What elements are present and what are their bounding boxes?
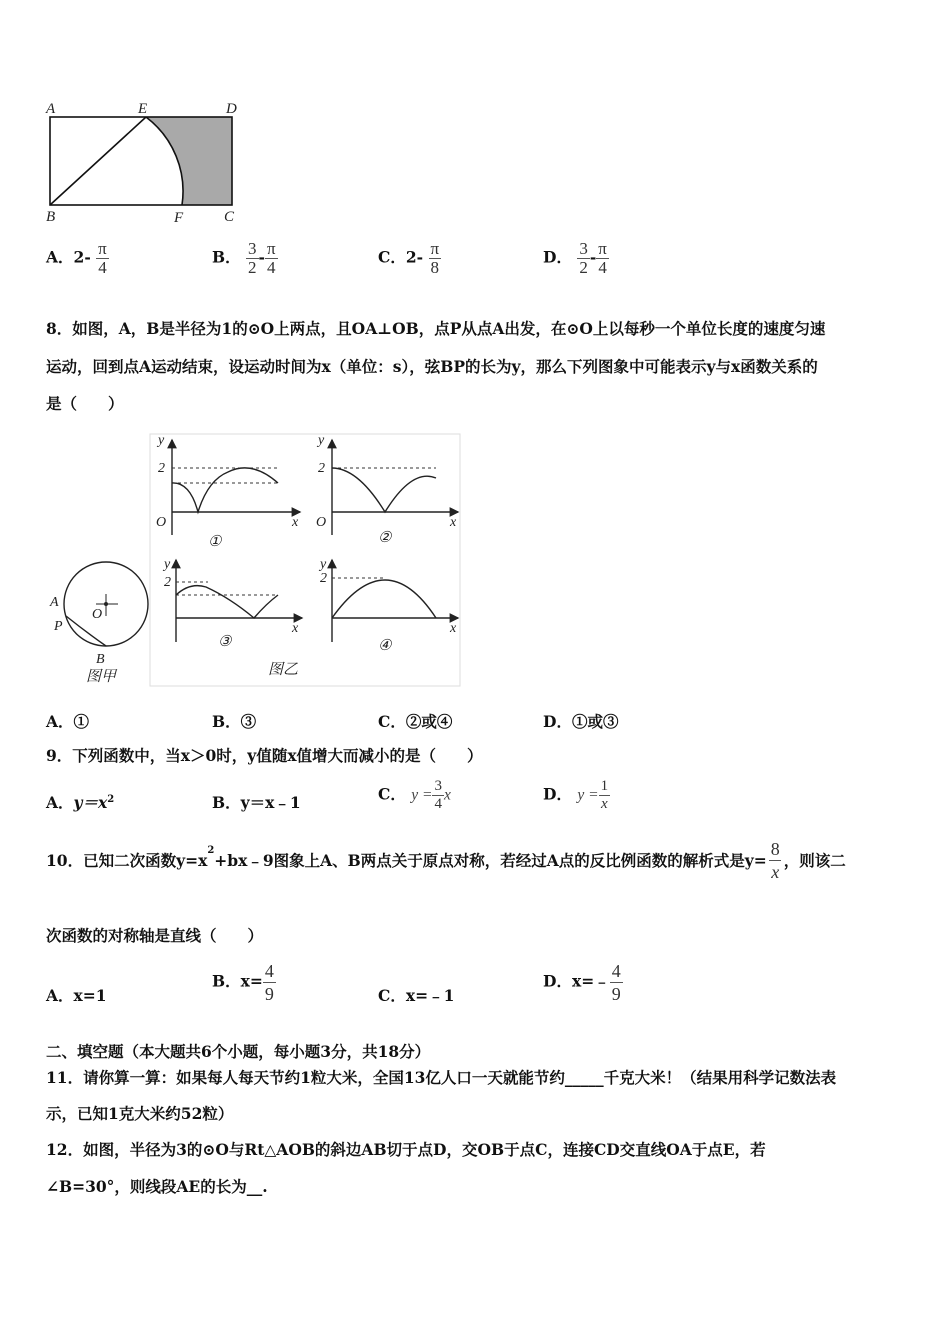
q8-option-a[interactable] [46, 710, 89, 732]
tick-2: 2 [318, 461, 325, 476]
superscript: 2 [207, 845, 215, 856]
origin-label: O [156, 515, 167, 530]
fraction [265, 240, 278, 277]
fraction-den: x [600, 796, 608, 812]
q8-option-d[interactable] [543, 710, 618, 732]
fraction-den: 9 [264, 984, 274, 1004]
fraction-den: 2 [579, 258, 588, 277]
option-letter: B． [212, 247, 241, 267]
axis-label-x: x [292, 621, 299, 636]
graph-number-2: ② [378, 530, 392, 546]
q10-stem [46, 838, 846, 883]
axis-label-y: y [158, 433, 165, 448]
axis-label-y: y [164, 557, 171, 572]
option-letter: B． [212, 793, 241, 812]
label-o: O [92, 607, 103, 622]
rectangle-arc-figure [40, 95, 270, 230]
option-text: x= [240, 971, 263, 991]
q9-option-b[interactable] [212, 791, 301, 813]
label-p: P [54, 619, 63, 634]
option-letter: A． [46, 712, 74, 731]
fraction-den: 2 [248, 258, 257, 277]
q9-option-d[interactable] [543, 778, 610, 813]
tick-2: 2 [320, 571, 327, 586]
axis-label-y: y [318, 433, 325, 448]
section2-heading: 二、填空题（本大题共6个小题，每小题3分，共18分） [46, 1042, 431, 1061]
caption-jia: 图甲 [86, 669, 117, 685]
graph-4 [318, 557, 458, 654]
fraction-num: 4 [611, 961, 621, 981]
superscript: 2 [107, 793, 115, 805]
q10-stem-a: 10．已知二次函数y=x [46, 850, 208, 870]
option-letter: D． [543, 712, 572, 731]
option-text: x=1 [73, 986, 107, 1005]
segment-be [50, 117, 146, 205]
option-letter: C． [378, 784, 406, 804]
option-letter: D． [543, 971, 572, 991]
q8-line1: 8．如图，A，B是半径为1的⊙O上两点，且OA⊥OB，点P从点A出发，在⊙O上以每秒一个单位长度的速度匀速 [46, 319, 826, 338]
fraction-num: 3 [248, 239, 257, 258]
option-text: x=﹣ [571, 971, 610, 991]
label-c: C [224, 209, 235, 225]
fraction [432, 778, 444, 813]
origin-label: O [316, 515, 327, 530]
minus-sign: - [589, 247, 597, 267]
option-prefix: 2- [73, 247, 91, 267]
axis-label-x: x [292, 515, 299, 530]
fraction [428, 240, 441, 277]
option-lhs: y = [411, 786, 433, 804]
fraction-num: 1 [600, 778, 609, 794]
option-letter: A． [46, 793, 74, 812]
fraction [610, 960, 623, 1005]
fraction-den: 4 [434, 796, 442, 812]
q10-option-d[interactable] [543, 960, 623, 1005]
q10-line2: 次函数的对称轴是直线（ ） [46, 926, 264, 945]
fraction-num: π [266, 239, 276, 258]
option-letter: C． [378, 712, 406, 731]
label-a: A [46, 101, 56, 117]
fraction [577, 240, 590, 277]
label-e: E [138, 101, 148, 117]
fraction-num: π [430, 239, 440, 258]
option-text: ②或④ [405, 712, 453, 731]
q11-line1: 11．请你算一算：如果每人每天节约1粒大米，全国13亿人口一天就能节约_____千克大米！（结果用科学记数法表 [46, 1068, 837, 1087]
fraction [263, 960, 276, 1005]
q10-option-b[interactable] [212, 960, 276, 1005]
q9-option-c[interactable] [378, 778, 451, 813]
tick-2: 2 [158, 461, 165, 476]
graph-1 [156, 433, 300, 550]
fraction [596, 240, 609, 277]
fraction-num: 3 [434, 778, 442, 794]
fraction [246, 240, 259, 277]
option-letter: A． [46, 247, 74, 267]
fraction-num: 4 [264, 961, 274, 981]
q8-option-c[interactable] [378, 710, 452, 732]
axis-label-y: y [320, 557, 327, 572]
q9-stem: 9．下列函数中，当x＞0时，y值随x值增大而减小的是（ ） [46, 746, 483, 765]
graph-number-1: ① [208, 534, 222, 550]
q11-line2: 示，已知1克大米约52粒） [46, 1104, 234, 1123]
caption-yi: 图乙 [268, 662, 299, 678]
fraction-den: x [771, 862, 780, 882]
tick-2: 2 [164, 575, 171, 590]
fraction-den: 4 [267, 258, 276, 277]
q8-figure [40, 432, 465, 690]
label-f: F [174, 210, 184, 226]
fraction-den: 4 [598, 258, 607, 277]
option-letter: C． [378, 247, 406, 267]
q7-option-c[interactable] [378, 240, 441, 277]
option-letter: D． [543, 247, 572, 267]
minus-sign: - [258, 247, 265, 267]
fraction [96, 240, 109, 277]
option-letter: B． [212, 971, 241, 991]
fraction-num: 3 [579, 239, 588, 258]
q10-stem-b: +bx﹣9图象上A、B两点关于原点对称，若经过A点的反比例函数的解析式是y= [214, 850, 767, 870]
graph-number-3: ③ [218, 634, 232, 650]
option-letter: B． [212, 712, 241, 731]
q12-line1: 12．如图，半径为3的⊙O与Rt△AOB的斜边AB切于点D，交OB于点C，连接CD交直线OA于点E，若 [46, 1140, 766, 1159]
graph-3 [162, 557, 302, 678]
fraction-num: π [98, 239, 107, 258]
q8-line3: 是（ ） [46, 394, 124, 413]
q10-option-c[interactable] [378, 984, 454, 1006]
option-prefix: 2- [405, 247, 424, 267]
option-letter: C． [378, 986, 406, 1005]
option-text: x=﹣1 [405, 986, 455, 1005]
graph-2 [316, 433, 458, 546]
fraction [769, 838, 782, 883]
option-letter: A． [46, 986, 74, 1005]
fraction-num: 8 [770, 839, 780, 859]
q7-option-d[interactable] [543, 240, 609, 277]
q9-option-a[interactable] [46, 791, 114, 813]
option-letter: D． [543, 784, 572, 804]
q10-stem-c: ，则该二 [783, 850, 846, 870]
q7-option-b[interactable] [212, 240, 278, 277]
fraction-den: 8 [430, 258, 440, 277]
option-rhs: x [443, 786, 451, 804]
graph-number-4: ④ [378, 638, 392, 654]
option-text: ③ [240, 712, 257, 731]
q12-line2: ∠B=30°，则线段AE的长为__. [46, 1177, 268, 1196]
label-b: B [46, 209, 56, 225]
option-text: ①或③ [571, 712, 619, 731]
q10-option-a[interactable] [46, 984, 107, 1006]
fraction [599, 778, 611, 813]
option-lhs: y = [577, 786, 599, 804]
option-text: y＝x [73, 793, 108, 812]
q8-line2: 运动，回到点A运动结束，设运动时间为x（单位：s），弦BP的长为y，那么下列图象中可能表示y与x函数关系的 [46, 357, 818, 376]
label-b: B [96, 652, 105, 667]
q7-option-a[interactable] [46, 240, 109, 277]
axis-label-x: x [450, 515, 457, 530]
fraction-den: 4 [98, 258, 107, 277]
q8-option-b[interactable] [212, 710, 256, 732]
option-text: ① [73, 712, 90, 731]
shaded-region [146, 117, 232, 205]
circle-figure [49, 562, 148, 685]
option-text: y＝x﹣1 [240, 793, 301, 812]
axis-label-x: x [450, 621, 457, 636]
fraction-den: 9 [611, 984, 621, 1004]
label-a: A [50, 595, 59, 610]
label-d: D [226, 101, 237, 117]
fraction-num: π [598, 239, 607, 258]
